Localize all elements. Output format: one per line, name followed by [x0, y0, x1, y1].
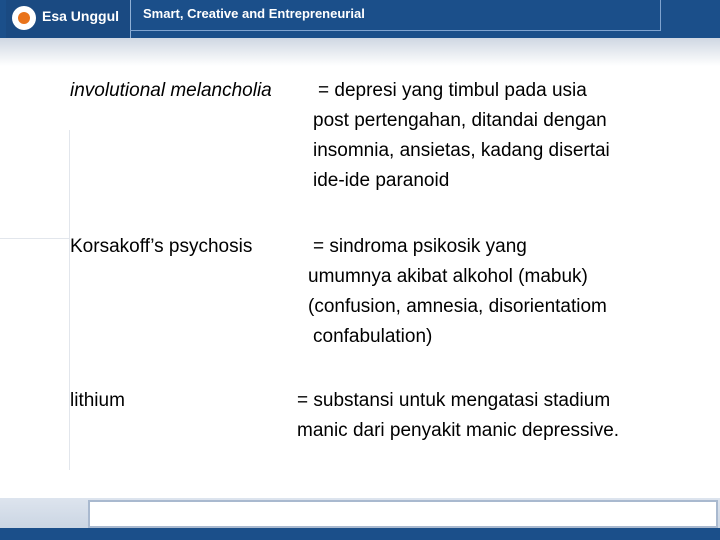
- term-korsakoff-psychosis: [70, 236, 252, 258]
- definition-korsakoff-psychosis-end: [313, 322, 432, 352]
- definition-line: umumnya akibat alkohol (mabuk): [308, 266, 588, 287]
- term-text: Korsakoff’s psychosis: [70, 236, 253, 257]
- definition-line: confabulation): [313, 326, 433, 347]
- definition-line: = substansi untuk mengatasi stadium: [297, 390, 611, 411]
- definition-lithium: [297, 386, 619, 446]
- definition-line: insomnia, ansietas, kadang disertai: [313, 140, 610, 161]
- header-shadow: [0, 38, 720, 66]
- divider: [0, 238, 70, 239]
- term-lithium: [70, 390, 125, 412]
- term-text: involutional melancholia: [70, 80, 272, 101]
- definition-line: = sindroma psikosik yang: [313, 236, 527, 257]
- definition-line: manic dari penyakit manic depressive.: [297, 420, 620, 441]
- tagline: Smart, Creative and Entrepreneurial: [143, 6, 365, 21]
- definition-line: = depresi yang timbul pada usia: [318, 80, 587, 101]
- logo-text: Esa Unggul: [42, 8, 120, 24]
- definition-involutional-melancholia-cont: [313, 106, 610, 196]
- term-text: lithium: [70, 390, 125, 411]
- definition-line: (confusion, amnesia, disorientatiom: [308, 296, 607, 317]
- definition-line: ide-ide paranoid: [313, 170, 450, 191]
- definition-involutional-melancholia: [318, 76, 587, 106]
- logo-icon: [12, 6, 36, 30]
- definition-korsakoff-psychosis: [313, 232, 527, 262]
- term-involutional-melancholia: [70, 80, 272, 102]
- footer-base: [0, 528, 720, 540]
- definition-line: post pertengahan, ditandai dengan: [313, 110, 607, 131]
- definition-korsakoff-psychosis-cont: [308, 262, 607, 322]
- divider: [69, 130, 70, 470]
- logo: [6, 0, 131, 38]
- footer-bar: [88, 500, 718, 528]
